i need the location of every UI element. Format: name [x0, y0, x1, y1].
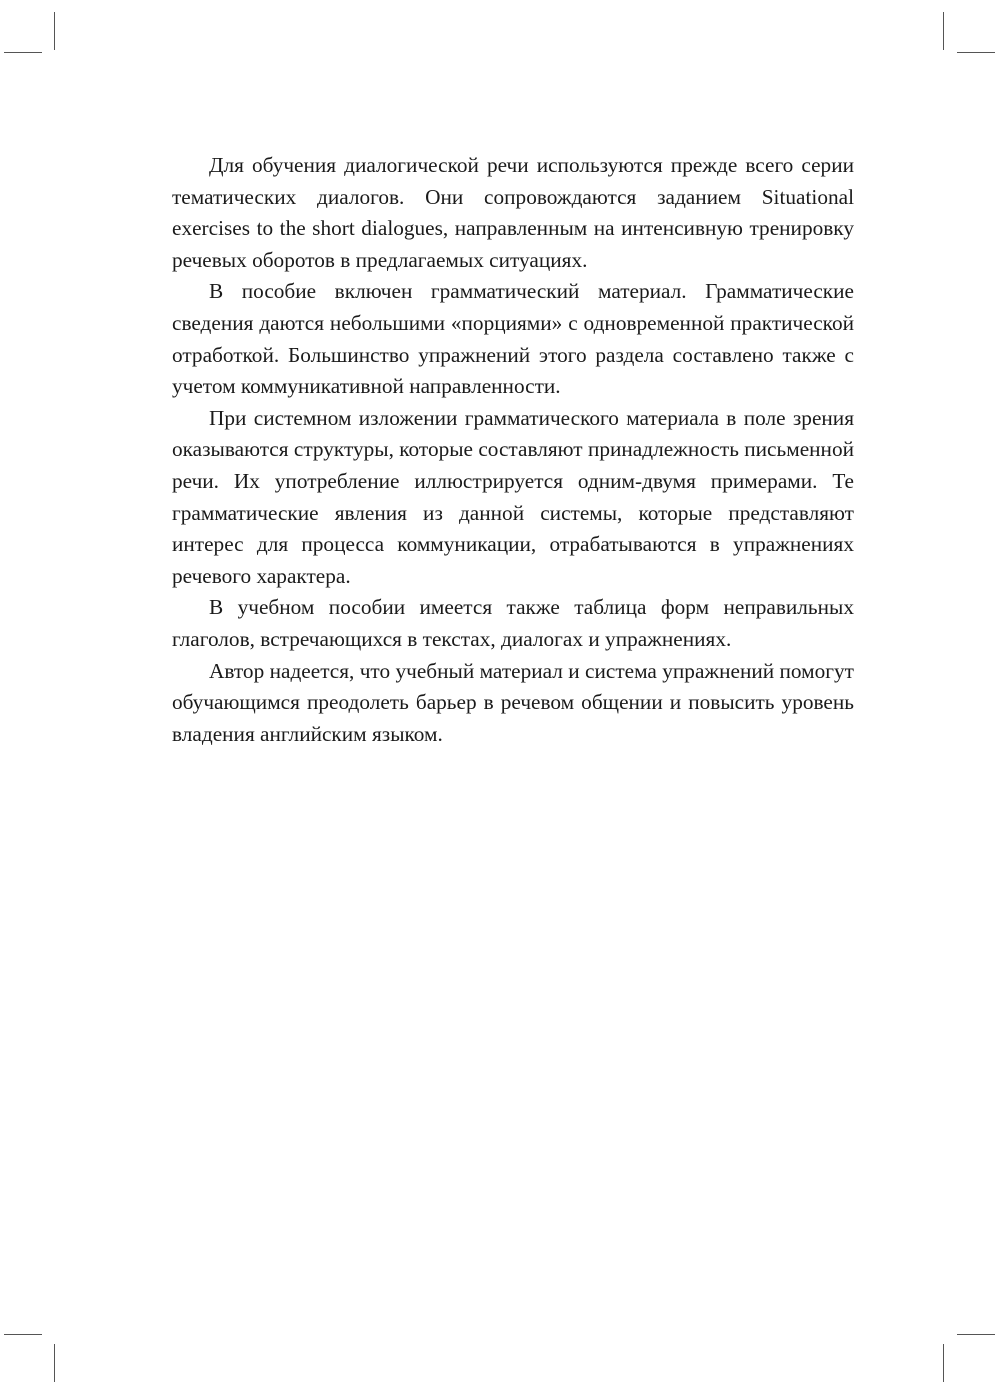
crop-mark-top-right-vertical	[943, 12, 944, 50]
paragraph-irregular-verbs: В учебном пособии имеется также таблица форм неправильных глаголов, встречающихся в текстах, диалогах и упражнениях.	[172, 595, 854, 651]
paragraph-author-hope: Автор надеется, что учебный материал и система упражнений помогут обучающимся преодолеть барьер в речевом общении и повысить уровень владения английским языком.	[172, 658, 854, 746]
paragraph-dialogues: Для обучения диалогической речи используются прежде всего серии тематических диалогов. Они сопровождаются заданием Situational exercises to the short dialogues, направленным на интенсивную тренировку речевых оборотов в предлагаемых ситуациях.	[172, 153, 854, 272]
crop-mark-top-left-vertical	[54, 12, 55, 50]
paragraph-grammar: В пособие включен грамматический материал. Грамматические сведения даются небольшими «порциями» с одновременной практической отработкой. Большинство упражнений этого раздела составлено также с учетом коммуникативной направленности.	[172, 279, 854, 399]
crop-mark-top-right-horizontal	[957, 52, 995, 53]
paragraph-structures: При системном изложении грамматического материала в поле зрения оказываются структуры, которые составляют принадлежность письменной речи. Их употребление иллюстрируется одним-двумя примерами. Те грамматические явления из данной системы, которые представляют интерес для процесса коммуникации, отрабатываются в упражнениях речевого характера.	[172, 405, 854, 588]
crop-mark-bottom-right-horizontal	[957, 1334, 995, 1335]
crop-mark-top-left-horizontal	[4, 52, 42, 53]
crop-mark-bottom-left-vertical	[54, 1344, 55, 1382]
body-text	[172, 150, 854, 750]
crop-mark-bottom-right-vertical	[943, 1344, 944, 1382]
crop-mark-bottom-left-horizontal	[4, 1334, 42, 1335]
